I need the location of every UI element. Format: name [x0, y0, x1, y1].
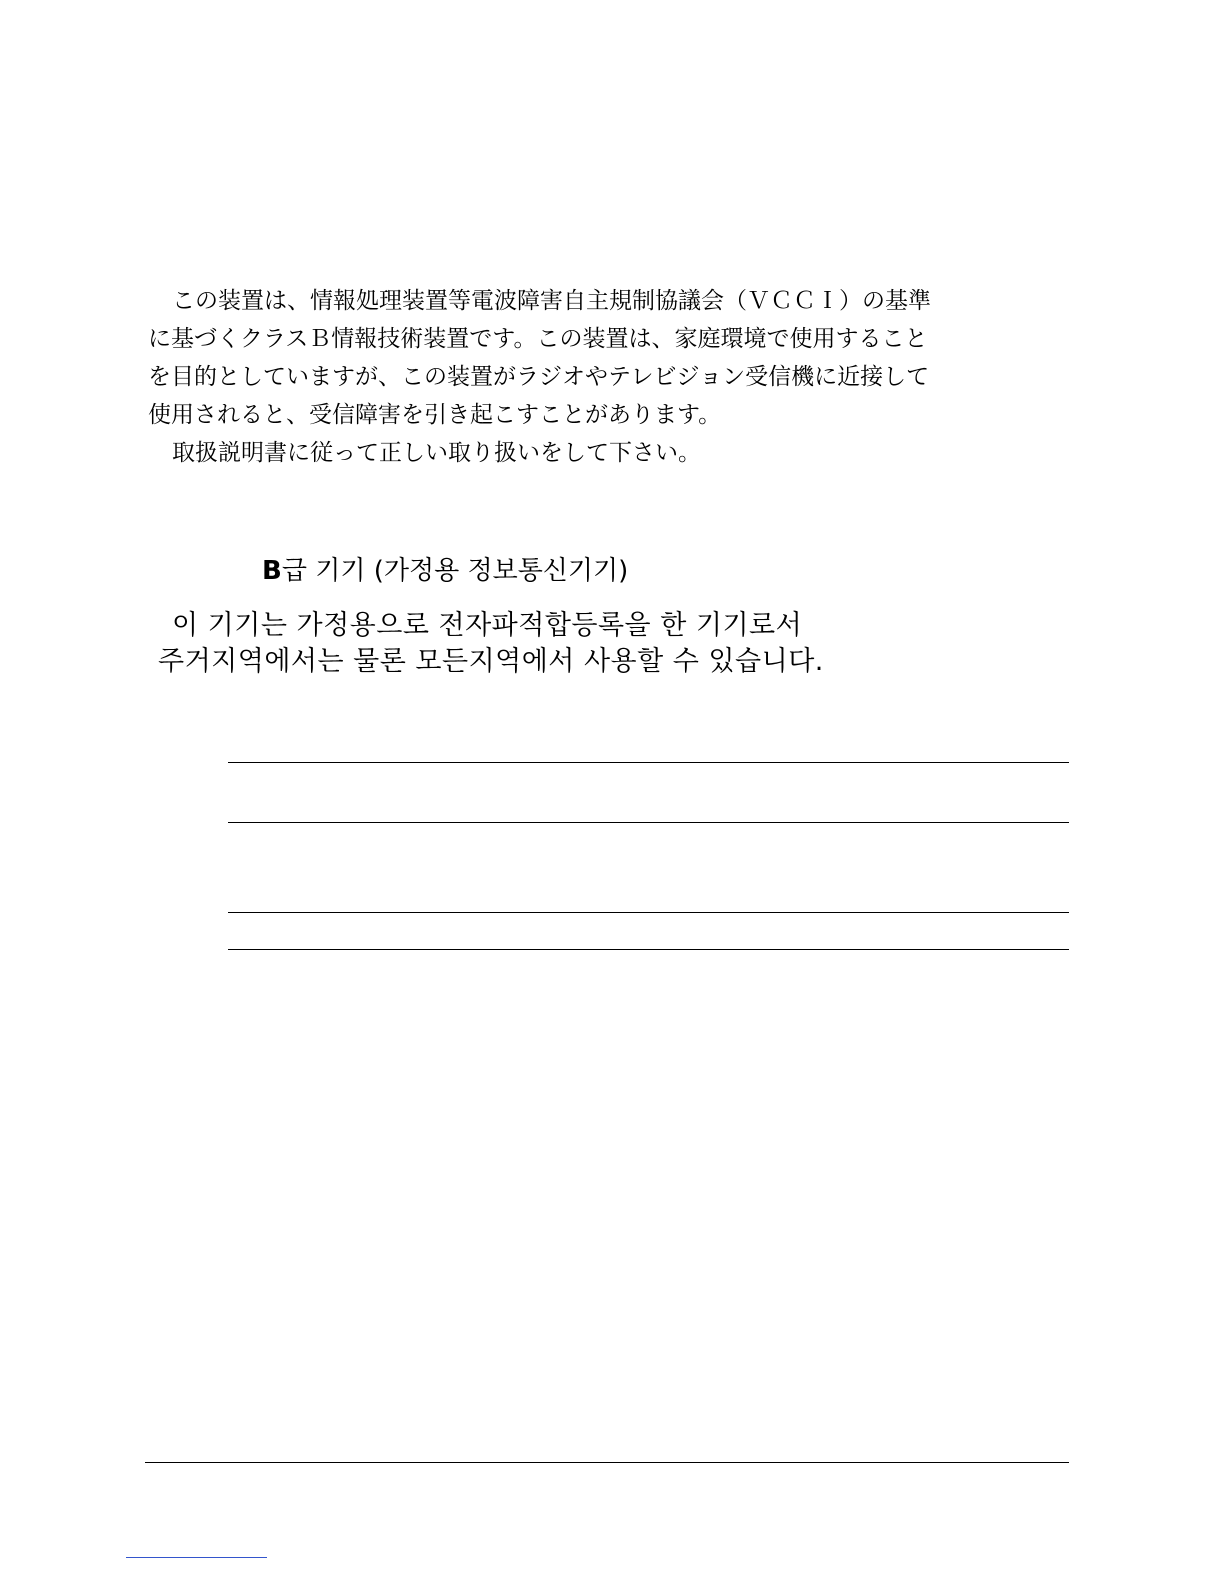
class-b-letter: B [262, 556, 282, 586]
horizontal-rule [228, 762, 1069, 763]
vcci-notice-japanese [148, 282, 931, 472]
jp-notice-line: 取扱説明書に従って正しい取り扱いをして下さい。 [172, 440, 701, 466]
jp-notice-line: に基づくクラスＢ情報技術装置です。この装置は、家庭環境で使用すること [148, 326, 928, 352]
korean-class-b-title [262, 550, 628, 587]
korean-title-text: 급 기기 (가정용 정보통신기기) [281, 556, 629, 586]
footer-rule [145, 1462, 1069, 1463]
horizontal-rule [228, 912, 1069, 913]
horizontal-rule [228, 949, 1069, 950]
jp-notice-line: この装置は、情報処理装置等電波障害自主規制協議会（ＶＣＣＩ）の基準 [172, 288, 931, 314]
jp-notice-line: 使用されると、受信障害を引き起こすことがあります。 [148, 402, 722, 428]
korean-notice-body [158, 608, 824, 680]
footer-link-underline [126, 1557, 267, 1558]
horizontal-rule [228, 822, 1069, 823]
jp-notice-line: を目的としていますが、この装置がラジオやテレビジョン受信機に近接して [148, 364, 930, 390]
kr-notice-line: 주거지역에서는 물론 모든지역에서 사용할 수 있습니다. [158, 646, 824, 677]
kr-notice-line: 이 기기는 가정용으로 전자파적합등록을 한 기기로서 [172, 610, 803, 641]
